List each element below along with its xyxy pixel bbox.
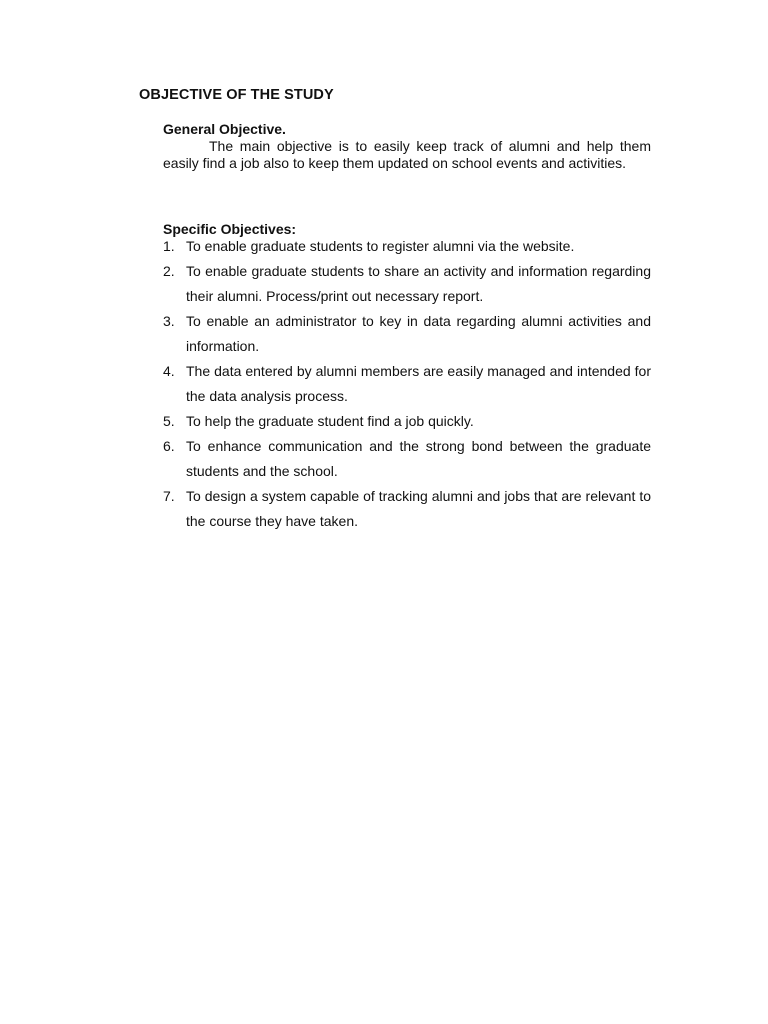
list-item-text: To design a system capable of tracking alumni and jobs that are relevant to the course they have taken. [186,488,651,529]
list-item-text: To enable an administrator to key in data regarding alumni activities and information. [186,313,651,354]
list-item-number: 7. [163,488,175,504]
list-item-number: 2. [163,263,175,279]
list-item-text: To help the graduate student find a job quickly. [186,413,474,429]
list-item [163,263,651,313]
list-item-number: 4. [163,363,175,379]
list-item [163,313,651,363]
list-item [163,438,651,488]
specific-objectives-list [163,238,651,538]
list-item-number: 1. [163,238,175,254]
page-title: OBJECTIVE OF THE STUDY [139,87,334,103]
list-item-text: To enable graduate students to share an activity and information regarding their alumni. Process/print out necessary report. [186,263,651,304]
list-item [163,363,651,413]
specific-objectives-heading: Specific Objectives: [163,221,297,237]
general-objective-heading: General Objective. [163,121,286,137]
general-objective-text: The main objective is to easily keep track of alumni and help them easily find a job also to keep them updated on school events and activities. [163,138,651,171]
list-item-number: 5. [163,413,175,429]
list-item [163,488,651,538]
list-item-number: 3. [163,313,175,329]
list-item-text: To enhance communication and the strong bond between the graduate students and the school. [186,438,651,479]
list-item-text: The data entered by alumni members are easily managed and intended for the data analysis process. [186,363,651,404]
list-item-text: To enable graduate students to register alumni via the website. [186,238,575,254]
list-item-number: 6. [163,438,175,454]
